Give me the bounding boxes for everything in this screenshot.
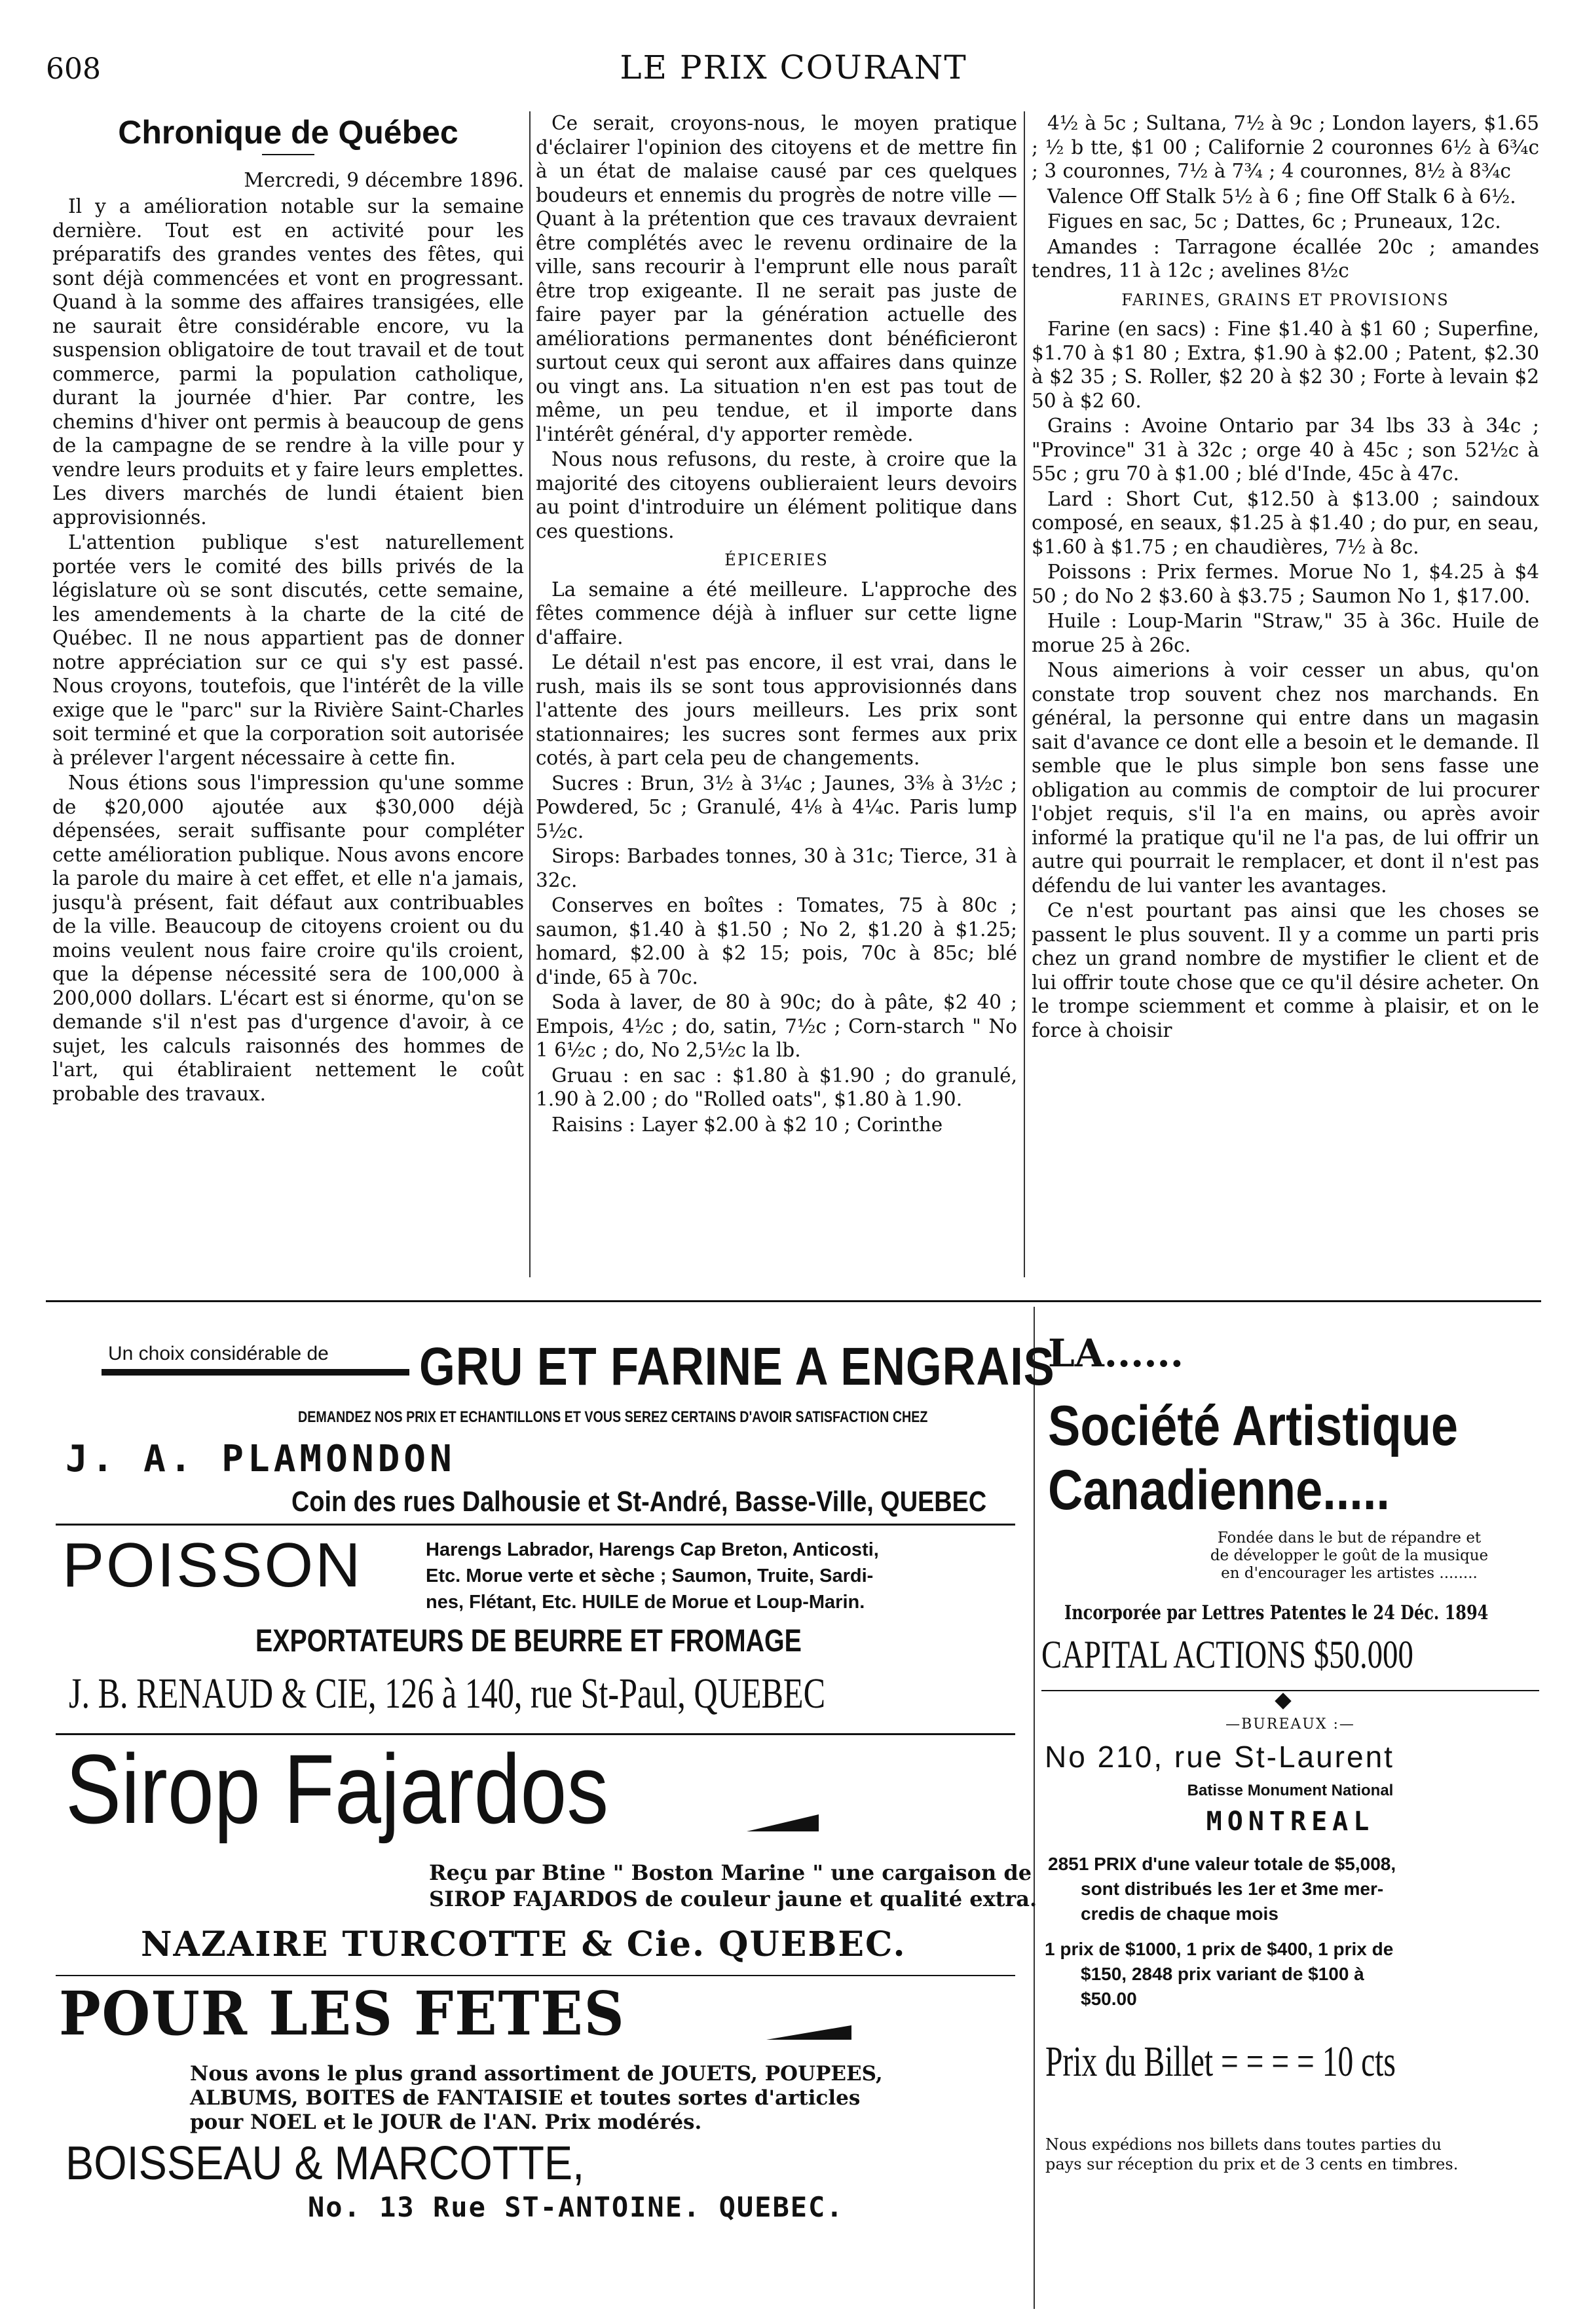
ad-separator [56,1524,1015,1526]
societe-bureaux: —BUREAUX :— [1225,1716,1355,1733]
price-paragraph: Figues en sac, 5c ; Dattes, 6c ; Pruneaux, 12c. [1047,210,1501,233]
price-paragraph: Valence Off Stalk 5½ à 6 ; fine Off Stalk 6 à 6½. [1047,185,1516,208]
section-heading: FARINES, GRAINS ET PROVISIONS [1121,290,1449,309]
societe-ticket-price: Prix du Billet = = = = 10 cts [1045,2038,1396,2086]
price-paragraph: Grains : Avoine Ontario par 34 lbs 33 à 34c ; "Province" 31 à 32c ; orge 40 à 45c ; son 52½c à 55c ; gru 70 à $1.00 ; blé d'Inde, 45c à 47c. [1032,415,1539,485]
poisson-line: Harengs Labrador, Harengs Cap Breton, Anticosti, [426,1539,879,1560]
price-paragraph: Conserves en boîtes : Tomates, 75 à 80c ; saumon, $1.40 à $1.50 ; No 2, $1.20 à $1.25; homard, $2.00 à $2 15; pois, 70c à 85c; blé d'inde, 65 à 70c. [536,894,1017,988]
societe-incorporation: Incorporée par Lettres Patentes le 24 Déc. 1894 [1064,1602,1489,1624]
price-paragraph: Sucres : Brun, 3½ à 3¼c ; Jaunes, 3⅜ à 3½c ; Powdered, 5c ; Granulé, 4⅛ à 4¼c. Paris lump 5½c. [536,772,1017,842]
price-paragraph: Amandes : Tarragone écallée 20c ; amandes tendres, 11 à 12c ; avelines 8½c [1032,235,1539,282]
journal-title: LE PRIX COURANT [620,48,967,86]
title-rule [262,154,314,155]
fetes-firm: BOISSEAU & MARCOTTE, [65,2137,585,2190]
price-paragraph: Raisins : Layer $2.00 à $2 10 ; Corinthe [551,1113,943,1136]
societe-title: Société Artistique [1048,1395,1459,1457]
paragraph: Nous aimerions à voir cesser un abus, qu'on constate trop souvent chez nos marchands. En général, la personne qui entre dans un magasin sait d'avance ce dont elle a besoin et le demande. Il semble que le plus simple bon sens fasse une obligation au commis de comptoir de lui procurer l'objet requis, s'il l'a en mains, ou après avoir informé la pratique qu'il ne l'a pas, de lui offrir un autre qui pourrait le remplacer, et dont il n'est pas défendu de lui vanter les avantages. [1032,659,1539,897]
price-paragraph: 4½ à 5c ; Sultana, 7½ à 9c ; London layers, $1.65 ; ½ b tte, $1 00 ; Californie 2 couronnes 6½ à 6¾c ; 3 couronnes, 7½ à 7¾ ; 4 couronnes, 8½ à 8¾c [1032,112,1539,182]
societe-prize-line: 2851 PRIX d'une valeur totale de $5,008, [1048,1854,1396,1874]
fetes-arrow [766,2025,851,2040]
societe-capital: CAPITAL ACTIONS $50.000 [1041,1633,1413,1676]
poisson-headline: POISSON [62,1530,363,1600]
diamond-icon [1275,1693,1291,1709]
paragraph: Ce n'est pourtant pas ainsi que les choses se passent le plus souvent. Il y a comme un parti pris chez un grand nombre de mystifier le client et de lui offrir toute chose que ce qu'il désire acheter. On le trompe sciemment et comme à plaisir, et on le force à choisir [1032,899,1539,1041]
gru-name: J. A. PLAMONDON [65,1438,456,1480]
poisson-line: nes, Flétant, Etc. HUILE de Morue et Loup-Marin. [426,1592,865,1613]
price-paragraph: Farine (en sacs) : Fine $1.40 à $1 60 ; Superfine, $1.70 à $1 80 ; Extra, $1.90 à $2.00 ; Patent, $2.30 à $2 35 ; S. Roller, $2 20 à $2 30 ; Forte à levain $2 50 à $2 60. [1032,318,1539,412]
sirop-arrow [747,1814,819,1831]
gru-wedge [102,1369,409,1376]
price-paragraph: Soda à laver, de 80 à 90c; do à pâte, $2 40 ; Empois, 4½c ; do, satin, 7½c ; Corn-starch " No 1 6½c ; do, No 2,5½c la lb. [536,991,1017,1061]
societe-footnote: Nous expédions nos billets dans toutes parties du [1045,2135,1442,2154]
fetes-headline: POUR LES FETES [59,1978,625,2049]
paragraph: La semaine a été meilleure. L'approche des fêtes commence déjà à influer sur cette ligne d'affaire. [536,578,1017,648]
sirop-firm: NAZAIRE TURCOTTE & Cie. QUEBEC. [141,1924,906,1964]
page-number: 608 [46,52,101,86]
section-heading: ÉPICERIES [724,551,829,569]
societe-desc: en d'encourager les artistes ........ [1221,1565,1478,1582]
poisson-line: Etc. Morue verte et sèche ; Saumon, Truite, Sardi- [426,1565,874,1586]
fetes-line: Nous avons le plus grand assortiment de JOUETS, POUPEES, [190,2062,883,2086]
gru-sub: DEMANDEZ NOS PRIX ET ECHANTILLONS ET VOUS SEREZ CERTAINS D'AVOIR SATISFACTION CHEZ [298,1408,928,1426]
societe-desc: Fondée dans le but de répandre et [1217,1529,1482,1546]
societe-address: No 210, rue St-Laurent [1045,1740,1394,1774]
sirop-line: SIROP FAJARDOS de couleur jaune et qualité extra. [429,1886,1037,1911]
societe-prize-line: $150, 2848 prix variant de $100 à [1081,1964,1364,1984]
societe-rule [1041,1690,1539,1691]
gru-pre: Un choix considérable de [108,1343,329,1364]
societe-building: Batisse Monument National [1187,1782,1394,1799]
ad-separator [56,1975,1015,1976]
gru-address: Coin des rues Dalhousie et St-André, Basse-Ville, QUEBEC [291,1486,987,1518]
column-3 [1032,111,1539,1290]
paragraph: Ce serait, croyons-nous, le moyen pratique d'éclairer l'opinion des citoyens et de mettre fin à un état de malaise causé par ces quelques boudeurs et ennemis du progrès de notre ville —Quant à la prétention que ces travaux devraient être complétés avec le revenu ordinaire de la ville, sans recourir à l'emprunt elle nous paraît être trop exigeante. Il ne serait pas juste de faire payer par la génération actuelle des améliorations permanentes dont bénéficieront surtout ceux qui seront aux affaires dans quinze ou vingt ans. La situation n'en est pas tout de même, un peu tendue, et il importe dans l'intérêt général, d'y apporter remède. [536,112,1017,445]
article-title: Chronique de Québec [118,114,458,151]
price-paragraph: Huile : Loup-Marin "Straw," 35 à 36c. Huile de morue 25 à 26c. [1032,610,1539,656]
price-paragraph: Lard : Short Cut, $12.50 à $13.00 ; saindoux composé, en seaux, $1.25 à $1.40 ; do pur, en seau, $1.60 à $1.75 ; en chaudières, 7½ à 8c. [1032,487,1539,558]
gru-headline: GRU ET FARINE A ENGRAIS [419,1337,1055,1396]
societe-la: LA...... [1048,1331,1184,1376]
ads-divider [1034,1307,1035,2309]
page-header [46,39,1541,92]
column-1 [52,111,524,1290]
poisson-firm: J. B. RENAUD & CIE, 126 à 140, rue St-Paul, QUEBEC [69,1670,826,1717]
societe-prize-line: sont distribués les 1er et 3me mer- [1081,1879,1384,1899]
societe-prize-line: 1 prix de $1000, 1 prix de $400, 1 prix de [1045,1939,1394,1959]
societe-prize-line: $50.00 [1081,1989,1137,2009]
paragraph: L'attention publique s'est naturellement portée vers le comité des bills privés de la législature où se sont discutés, cette semaine, les amendements à la charte de la cité de Québec. Il ne nous appartient pas de donner notre appréciation sur ce qui s'y est passé. Nous croyons, toutefois, que l'intérêt de la ville exige que le "parc" sur la Rivière Saint-Charles soit terminé et que la corporation soit autorisée à prélever l'argent nécessaire à cette fin. [52,531,524,769]
dateline: Mercredi, 9 décembre 1896. [244,168,524,191]
column-divider [529,111,531,1277]
price-paragraph: Poissons : Prix fermes. Morue No 1, $4.25 à $4 50 ; do No 2 $3.60 à $3.75 ; Saumon No 1, $17.00. [1032,561,1539,607]
price-paragraph: Gruau : en sac : $1.80 à $1.90 ; do granulé, 1.90 à 2.00 ; do "Rolled oats", $1.80 à 1.90. [536,1064,1017,1110]
price-paragraph: Sirops: Barbades tonnes, 30 à 31c; Tierce, 31 à 32c. [536,845,1017,891]
poisson-exporters: EXPORTATEURS DE BEURRE ET FROMAGE [255,1624,802,1659]
column-2 [536,111,1017,1290]
column-divider [1024,111,1025,1277]
paragraph: Nous étions sous l'impression qu'une somme de $20,000 ajoutée aux $30,000 déjà dépensées, serait suffisante pour compléter cette amélioration publique. Nous avons encore la parole du maire à cet effet, et elle n'a jamais, jusqu'à présent, fait défaut aux contribuables de la ville. Beaucoup de citoyens croient ou du moins veulent nous faire croire qu'ils croient, que la dépense nécessité sera de 100,000 à 200,000 dollars. L'écart est si énorme, qu'on se demande s'il n'est pas d'urgence d'avoir, à ce sujet, les calculs raisonnés des hommes de l'art, qui établiraient nettement le coût probable des travaux. [52,772,524,1105]
societe-desc: de développer le goût de la musique [1210,1547,1489,1564]
sirop-headline: Sirop Fajardos [65,1734,609,1844]
paragraph: Nous nous refusons, du reste, à croire que la majorité des citoyens oublieraient leurs devoirs au point d'introduire un élément politique dans ces questions. [536,448,1017,542]
societe-prize-line: credis de chaque mois [1081,1903,1279,1924]
societe-footnote: pays sur réception du prix et de 3 cents en timbres. [1045,2155,1459,2173]
societe-city: MONTREAL [1206,1807,1375,1837]
fetes-line: pour NOEL et le JOUR de l'AN. Prix modérés. [190,2110,702,2134]
ads-top-rule [46,1300,1541,1302]
paragraph: Le détail n'est pas encore, il est vrai, dans le rush, mais ils se sont tous approvisionnés dans l'attente des jours meilleurs. Les prix sont stationnaires; les sucres sont fermes aux prix cotés, à part cela peu de changements. [536,651,1017,769]
fetes-address: No. 13 Rue ST-ANTOINE. QUEBEC. [308,2191,844,2223]
sirop-line: Reçu par Btine " Boston Marine " une cargaison de [429,1860,1032,1885]
paragraph: Il y a amélioration notable sur la semaine dernière. Tout est en activité pour les préparatifs des grandes ventes des fêtes, qui sont déjà commencées et vont en progressant. Quand à la somme des affaires transigées, elle ne saurait être considérable encore, vu la suspension obligatoire de tout travail et de tout commerce, parmi la population catholique, durant la journée d'hier. Par contre, les chemins d'hiver ont permis à beaucoup de gens de la campagne de se rendre à la ville pour y vendre leurs produits et y faire leurs emplettes. Les divers marchés de lundi étaient bien approvisionnés. [52,195,524,529]
fetes-line: ALBUMS, BOITES de FANTAISIE et toutes sortes d'articles [190,2086,861,2110]
societe-title: Canadienne..... [1048,1459,1390,1522]
